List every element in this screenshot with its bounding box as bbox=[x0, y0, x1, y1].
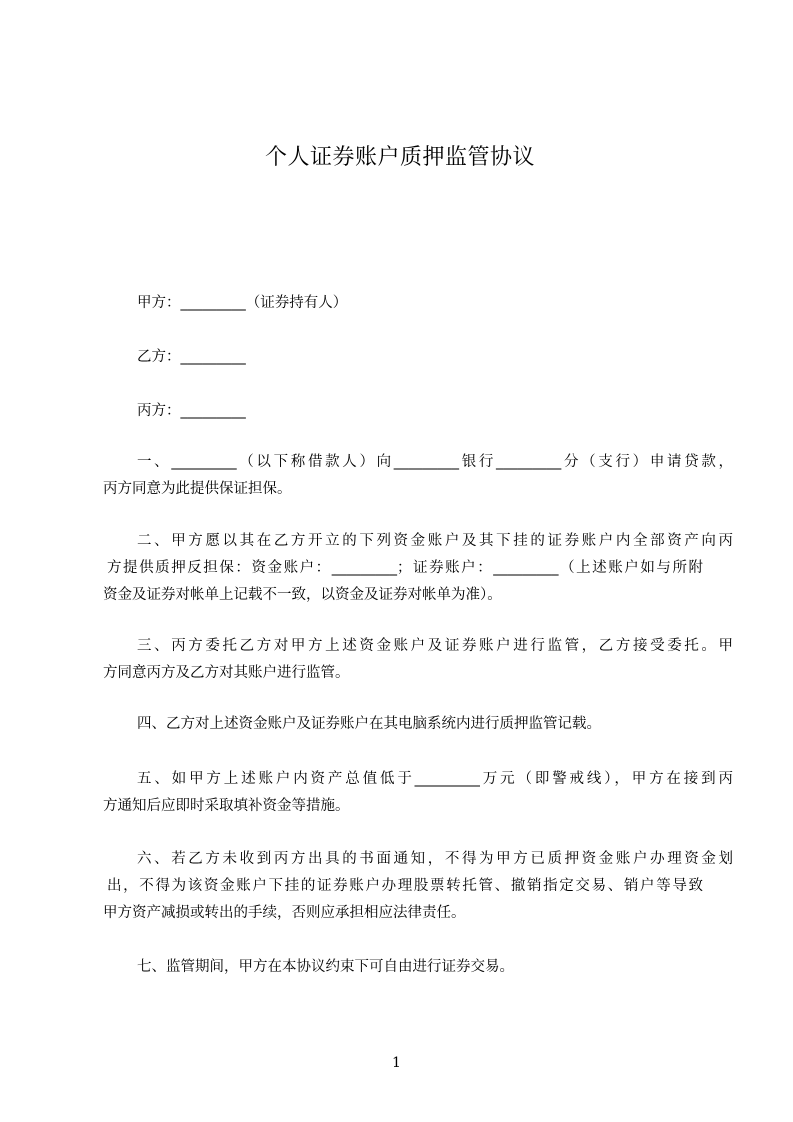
clause-6-line-3: 甲方资产减损或转出的手续，否则应承担相应法律责任。 bbox=[103, 905, 466, 921]
clause-4-line-1: 四、乙方对上述资金账户及证券账户在其电脑系统内进行质押监管记载。 bbox=[137, 716, 601, 732]
clause-2 bbox=[103, 528, 733, 609]
party-yi: 乙方：_________ bbox=[137, 349, 246, 365]
clause-7-line-1: 七、监管期间，甲方在本协议约束下可自由进行证券交易。 bbox=[137, 959, 514, 975]
clause-5-line-1: 五、如甲方上述账户内资产总值低于_________万元（即警戒线），甲方在接到丙 bbox=[137, 771, 733, 787]
party-bing: 丙方：_________ bbox=[137, 403, 246, 419]
clause-6-line-1: 六、若乙方未收到丙方出具的书面通知，不得为甲方已质押资金账户办理资金划 bbox=[137, 851, 733, 867]
clause-5-line-2: 方通知后应即时采取填补资金等措施。 bbox=[103, 798, 350, 814]
clause-1 bbox=[103, 449, 733, 503]
clause-3-line-1: 三、丙方委托乙方对甲方上述资金账户及证券账户进行监管，乙方接受委托。甲 bbox=[137, 638, 733, 654]
clause-3-line-2: 方同意丙方及乙方对其账户进行监管。 bbox=[103, 665, 350, 681]
clause-6 bbox=[103, 846, 733, 927]
clause-3 bbox=[103, 633, 733, 687]
page-number: 1 bbox=[392, 1055, 401, 1071]
clause-7 bbox=[103, 954, 703, 981]
clause-2-line-2: 方提供质押反担保：资金账户：_________；证券账户：_________（上述账户如与所附 bbox=[107, 560, 703, 576]
clause-2-line-1: 二、甲方愿以其在乙方开立的下列资金账户及其下挂的证券账户内全部资产向丙 bbox=[137, 533, 733, 549]
clause-6-line-2: 出，不得为该资金账户下挂的证券账户办理股票转托管、撤销指定交易、销户等导致 bbox=[107, 878, 703, 894]
clause-4 bbox=[103, 711, 703, 738]
clause-2-line-3: 资金及证券对帐单上记载不一致，以资金及证券对帐单为准）。 bbox=[103, 587, 502, 603]
clause-1-line-2: 丙方同意为此提供保证担保。 bbox=[103, 481, 292, 497]
document-title: 个人证券账户质押监管协议 bbox=[264, 145, 535, 170]
party-jia: 甲方：_________（证券持有人） bbox=[137, 295, 348, 311]
clause-1-line-1: 一、_________（以下称借款人）向_________银行_________分（支行）申请贷款， bbox=[137, 454, 733, 470]
clause-5 bbox=[103, 766, 733, 820]
